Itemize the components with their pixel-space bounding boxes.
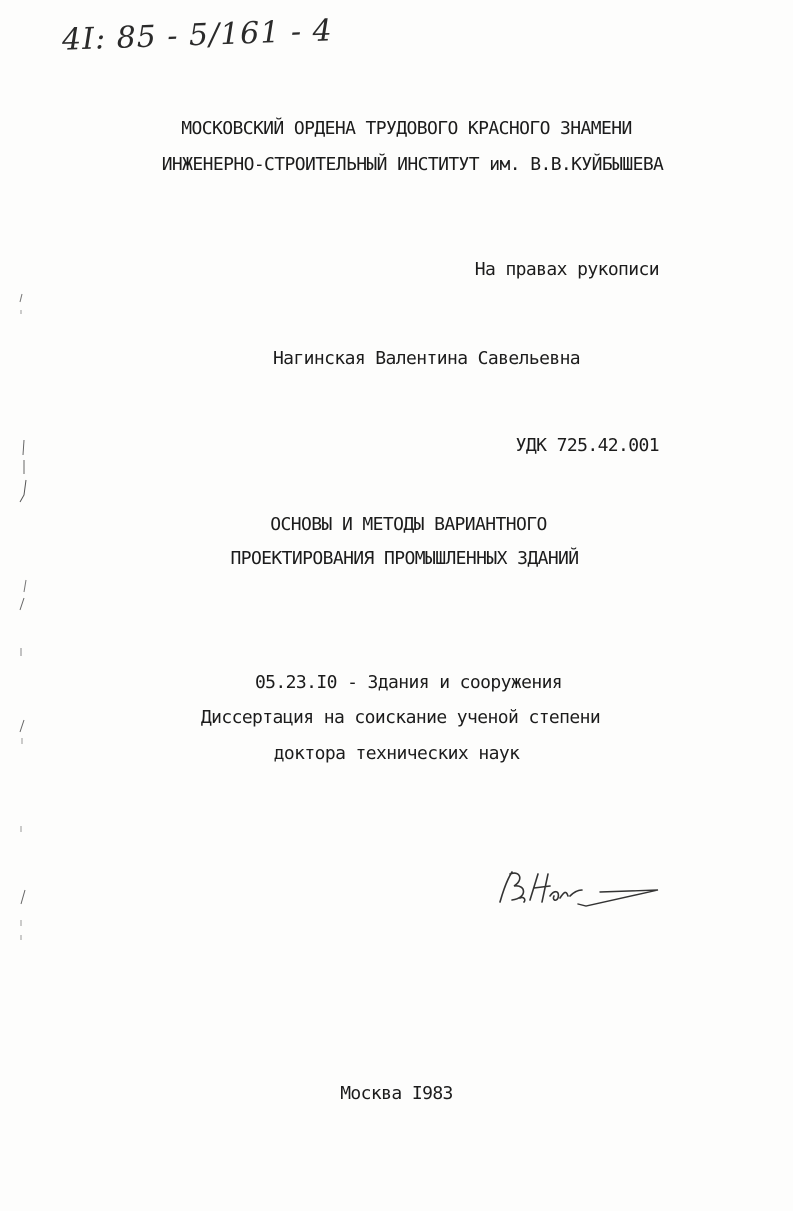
specialty-code: 05.23.I0 - Здания и сооружения (254, 672, 563, 693)
thesis-title-line-1: ОСНОВЫ И МЕТОДЫ ВАРИАНТНОГО (270, 514, 547, 535)
author-signature (490, 860, 665, 920)
degree-line-2: доктора технических наук (273, 743, 520, 764)
thesis-title-line-2: ПРОЕКТИРОВАНИЯ ПРОМЫШЛЕННЫХ ЗДАНИЙ (230, 548, 579, 569)
degree-line-1: Диссертация на соискание ученой степени (200, 707, 601, 728)
author-name: Нагинская Валентина Савельевна (272, 348, 581, 369)
margin-marks-decoration (12, 280, 32, 980)
manuscript-rights-note: На правах рукописи (474, 259, 659, 280)
city-and-year: Москва I983 (340, 1083, 453, 1104)
institution-line-2: ИНЖЕНЕРНО-СТРОИТЕЛЬНЫЙ ИНСТИТУТ им. В.В.КУЙБЫШЕВА (161, 154, 664, 175)
udc-code: УДК 725.42.001 (515, 435, 659, 456)
archive-handwritten-note: 4I: 85 - 5/161 - 4 (61, 13, 334, 58)
institution-line-1: МОСКОВСКИЙ ОРДЕНА ТРУДОВОГО КРАСНОГО ЗНАМЕНИ (181, 118, 632, 139)
signature-text: В.Наг (490, 918, 494, 919)
signature-drawing (490, 860, 665, 920)
